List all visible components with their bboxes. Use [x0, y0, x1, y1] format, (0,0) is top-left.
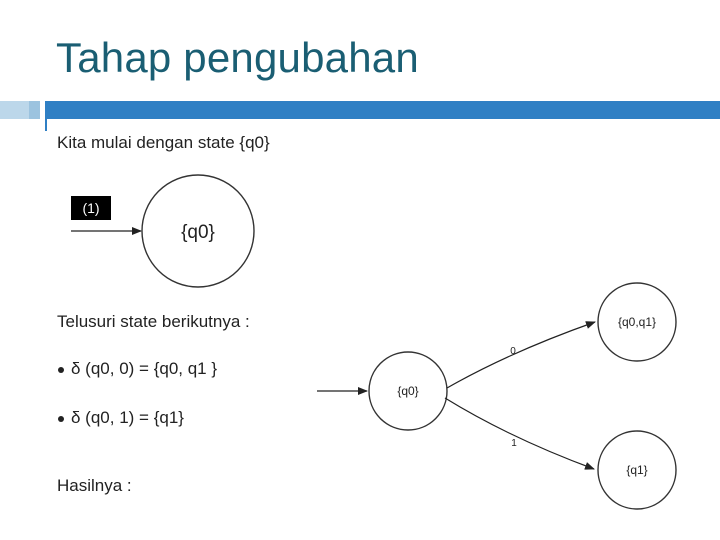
intro-text: Kita mulai dengan state {q0}: [57, 133, 270, 152]
state-q0-label: {q0}: [181, 222, 215, 243]
explore-text: Telusuri state berikutnya :: [57, 312, 250, 331]
transition-0: δ (q0, 0) = {q0, q1 }: [71, 359, 218, 378]
result-diagram: [317, 283, 676, 509]
edge-to-q0q1: [447, 322, 595, 388]
bullet-dot-2: [58, 416, 64, 422]
result-state-q1-label: {q1}: [626, 463, 648, 477]
result-text: Hasilnya :: [57, 476, 132, 495]
result-state-q0-label: {q0}: [397, 384, 419, 398]
slide-title: Tahap pengubahan: [56, 34, 419, 81]
edge-label-0: 0: [510, 346, 516, 357]
transition-1: δ (q0, 1) = {q1}: [71, 408, 184, 427]
edge-label-1: 1: [511, 438, 517, 449]
bullet-dot-1: [58, 367, 64, 373]
initial-state-diagram: [71, 175, 254, 287]
edge-to-q1: [445, 398, 594, 469]
result-state-q0q1-label: {q0,q1}: [617, 315, 657, 329]
step-label: (1): [82, 200, 100, 216]
